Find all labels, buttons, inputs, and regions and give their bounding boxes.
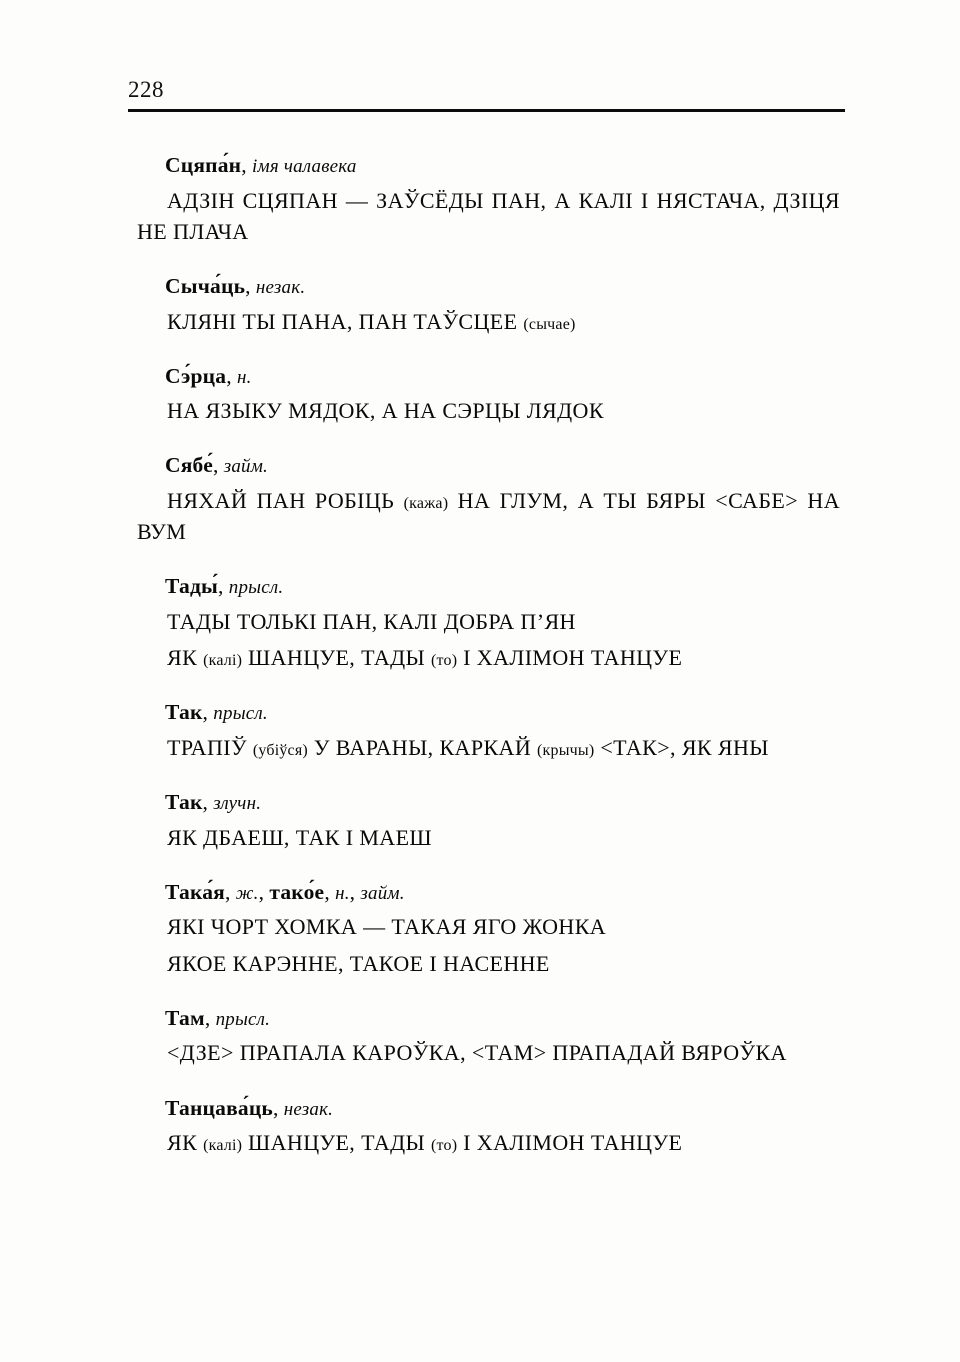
- proverb-text: У ВАРАНЫ, КАРКАЙ: [307, 734, 538, 760]
- proverb-text: ШАНЦУЕ, ТАДЫ: [242, 645, 432, 671]
- entry-headline: [165, 699, 840, 727]
- dictionary-entry: [137, 1095, 840, 1159]
- text-column: [137, 152, 840, 1160]
- page-number: 228: [128, 77, 164, 102]
- proverb-text: <ТАК>, ЯК ЯНЫ: [594, 734, 769, 760]
- proverb-gloss: (то): [431, 652, 458, 670]
- headword: Так: [165, 700, 203, 725]
- part-of-speech: ж.: [235, 882, 259, 904]
- proverb-line: [137, 732, 840, 763]
- headword-separator: ,: [273, 1095, 284, 1120]
- part-of-speech-secondary: н.: [335, 882, 350, 904]
- headword: Так: [165, 790, 203, 815]
- proverb-gloss: (крычы): [537, 741, 595, 759]
- proverb-text: І ХАЛІМОН ТАНЦУЕ: [457, 1130, 683, 1156]
- proverb-gloss: (то): [431, 1137, 458, 1155]
- headword: Тады́: [165, 574, 219, 599]
- headword: Танцава́ць: [165, 1095, 273, 1120]
- part-of-speech: прысл.: [213, 703, 268, 725]
- proverb-line: [137, 606, 840, 637]
- dictionary-entry: [137, 699, 840, 763]
- headword-separator: ,: [245, 273, 256, 298]
- dictionary-entry: [137, 452, 840, 547]
- dictionary-entry: [137, 879, 840, 979]
- proverb-text: НЯХАЙ ПАН РОБІЦЬ: [167, 488, 404, 513]
- entry-headline: [165, 1005, 840, 1033]
- proverb-gloss: (сычае): [523, 315, 576, 333]
- proverb-text: ТРАПІЎ: [167, 734, 253, 760]
- proverb-line: [137, 1037, 840, 1068]
- entry-headline: [165, 1095, 840, 1123]
- proverb-line: [137, 948, 840, 979]
- entry-headline: [165, 573, 840, 601]
- headword-separator: ,: [204, 1005, 216, 1030]
- headword-separator: ,: [349, 879, 361, 904]
- proverb-line: [137, 395, 840, 426]
- headword: Там: [165, 1005, 205, 1030]
- proverb-text: <ДЗЕ> ПРАПАЛА КАРОЎКА, <ТАМ> ПРАПАДАЙ ВЯРОЎКА: [167, 1040, 787, 1066]
- entry-headline: [165, 789, 840, 817]
- headword: Сыча́ць: [165, 273, 246, 298]
- headword-separator: ,: [225, 879, 236, 904]
- proverb-text: АДЗІН СЦЯПАН — ЗАЎСЁДЫ ПАН, А КАЛІ І НЯСТАЧА, ДЗІЦЯ НЕ ПЛАЧА: [137, 187, 840, 244]
- dictionary-entry: [137, 573, 840, 673]
- entry-headline: [165, 452, 840, 480]
- proverb-gloss: (калі): [203, 652, 243, 670]
- proverb-text: ЯК: [167, 1130, 204, 1156]
- dictionary-entry: [137, 363, 840, 427]
- proverb-text: НА ЯЗЫКУ МЯДОК, А НА СЭРЦЫ ЛЯДОК: [167, 398, 604, 424]
- part-of-speech: займ.: [223, 456, 269, 478]
- page-header: [128, 78, 845, 112]
- proverb-text: ЯКІ ЧОРТ ХОМКА — ТАКАЯ ЯГО ЖОНКА: [167, 914, 607, 940]
- part-of-speech: прысл.: [215, 1008, 271, 1030]
- proverb-gloss: (убіўся): [252, 741, 308, 759]
- entry-headline: [165, 879, 840, 907]
- proverb-text: ЯК: [167, 645, 204, 671]
- proverb-line: [137, 1127, 840, 1158]
- entry-headline: [165, 152, 840, 180]
- proverb-line: [137, 642, 840, 673]
- dictionary-entry: [137, 1005, 840, 1069]
- proverb-text: І ХАЛІМОН ТАНЦУЕ: [457, 645, 683, 671]
- proverb-text: НА ГЛУМ, А ТЫ БЯРЫ <САБЕ> НА ВУМ: [137, 488, 840, 545]
- entry-headline: [165, 363, 840, 391]
- part-of-speech: незак.: [255, 276, 306, 298]
- headword-secondary: тако́е: [269, 879, 325, 904]
- headword-separator: ,: [202, 790, 214, 815]
- proverb-text: ЯКОЕ КАРЭННЕ, ТАКОЕ І НАСЕННЕ: [167, 950, 550, 976]
- part-of-speech-tertiary: займ.: [360, 882, 405, 904]
- headword-separator: ,: [226, 363, 237, 388]
- headword: Сэ́рца: [165, 363, 227, 388]
- headword: Сцяпа́н: [165, 153, 242, 177]
- proverb-gloss: (калі): [203, 1137, 243, 1155]
- dictionary-entry: [137, 789, 840, 853]
- headword-separator: ,: [241, 153, 253, 177]
- part-of-speech: прысл.: [228, 577, 284, 599]
- proverb-line: [137, 485, 840, 547]
- headword-separator: ,: [212, 453, 224, 478]
- entry-headline: [165, 273, 840, 301]
- proverb-gloss: (кажа): [403, 495, 449, 512]
- proverb-line: [137, 185, 840, 247]
- headword-separator: ,: [258, 879, 270, 904]
- proverb-text: ЯК ДБАЕШ, ТАК І МАЕШ: [167, 824, 433, 850]
- headword-separator: ,: [324, 879, 336, 904]
- part-of-speech: злучн.: [213, 793, 262, 815]
- dictionary-entry: [137, 152, 840, 247]
- part-of-speech: незак.: [283, 1098, 334, 1120]
- proverb-line: [137, 911, 840, 942]
- dictionary-entry: [137, 273, 840, 337]
- headword: Така́я: [165, 879, 225, 904]
- part-of-speech: імя чалавека: [252, 156, 357, 177]
- headword: Сябе́: [165, 453, 213, 478]
- header-rule: [128, 109, 845, 112]
- proverb-text: ШАНЦУЕ, ТАДЫ: [242, 1130, 432, 1156]
- proverb-text: ТАДЫ ТОЛЬКІ ПАН, КАЛІ ДОБРА П’ЯН: [167, 608, 576, 634]
- proverb-line: [137, 822, 840, 853]
- part-of-speech: н.: [236, 366, 252, 388]
- headword-separator: ,: [202, 700, 214, 725]
- proverb-text: КЛЯНІ ТЫ ПАНА, ПАН ТАЎСЦЕЕ: [167, 308, 524, 334]
- proverb-line: [137, 306, 840, 337]
- headword-separator: ,: [218, 574, 229, 599]
